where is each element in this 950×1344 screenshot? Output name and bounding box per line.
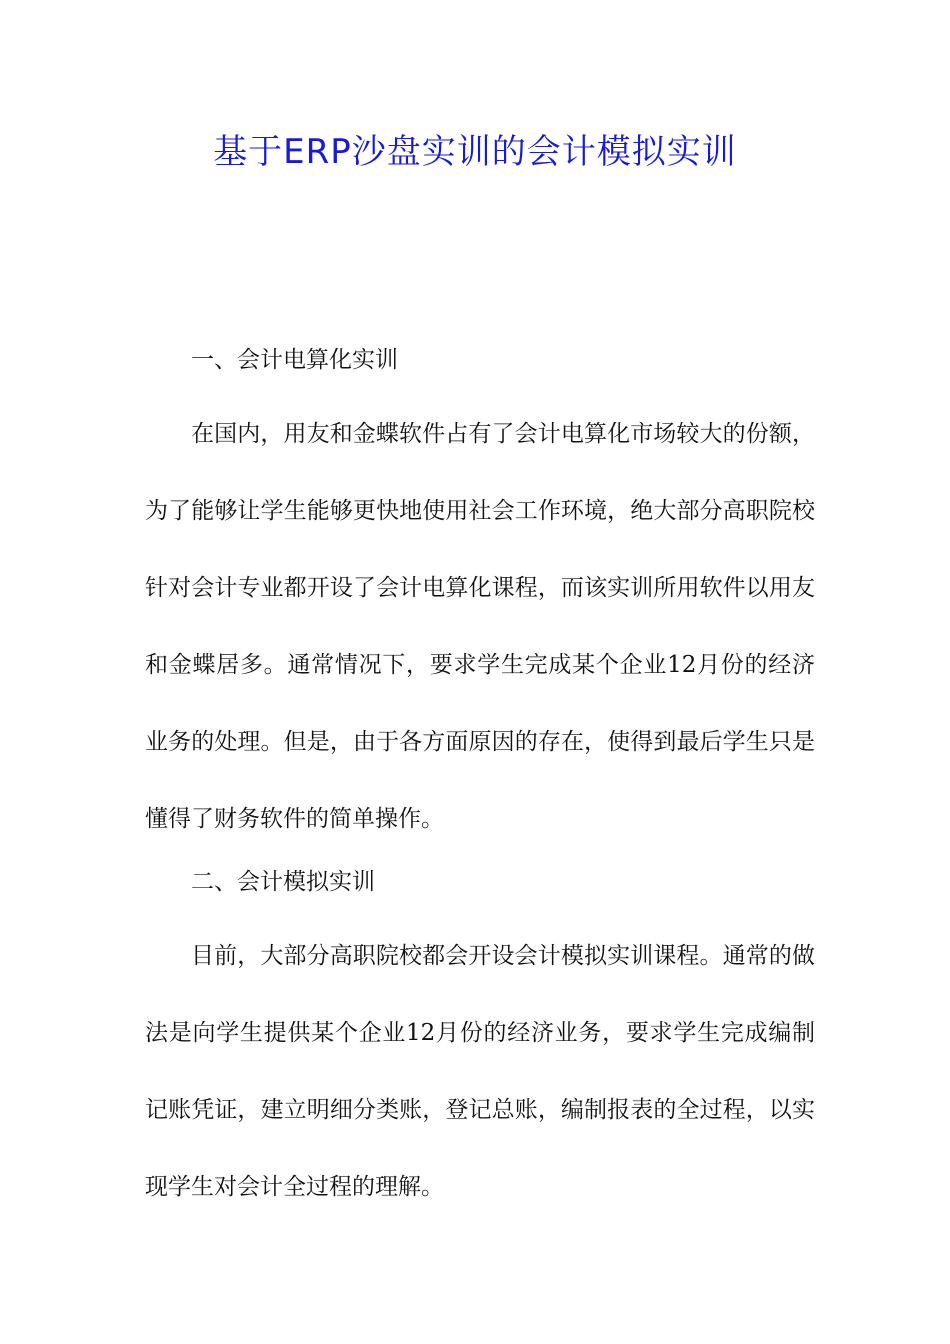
section-paragraph-1 xyxy=(145,396,815,858)
section-heading-1: 一、会计电算化实训 xyxy=(191,347,398,373)
section-heading-2: 二、会计模拟实训 xyxy=(191,869,375,895)
document-title: 基于ERP沙盘实训的会计模拟实训 xyxy=(213,132,737,172)
section-paragraph-2 xyxy=(145,918,815,1226)
paragraph-text: 目前，大部分高职院校都会开设会计模拟实训课程。通常的做法是向学生提供某个企业12月份的经济业务，要求学生完成编制记账凭证，建立明细分类账，登记总账，编制报表的全过程，以实现学生对会计全过程的理解。 xyxy=(145,943,815,1200)
paragraph-text: 在国内，用友和金蝶软件占有了会计电算化市场较大的份额，为了能够让学生能够更快地使用社会工作环境，绝大部分高职院校针对会计专业都开设了会计电算化课程，而该实训所用软件以用友和金蝶居多。通常情况下，要求学生完成某个企业12月份的经济业务的处理。但是，由于各方面原因的存在，使得到最后学生只是懂得了财务软件的简单操作。 xyxy=(145,421,815,832)
